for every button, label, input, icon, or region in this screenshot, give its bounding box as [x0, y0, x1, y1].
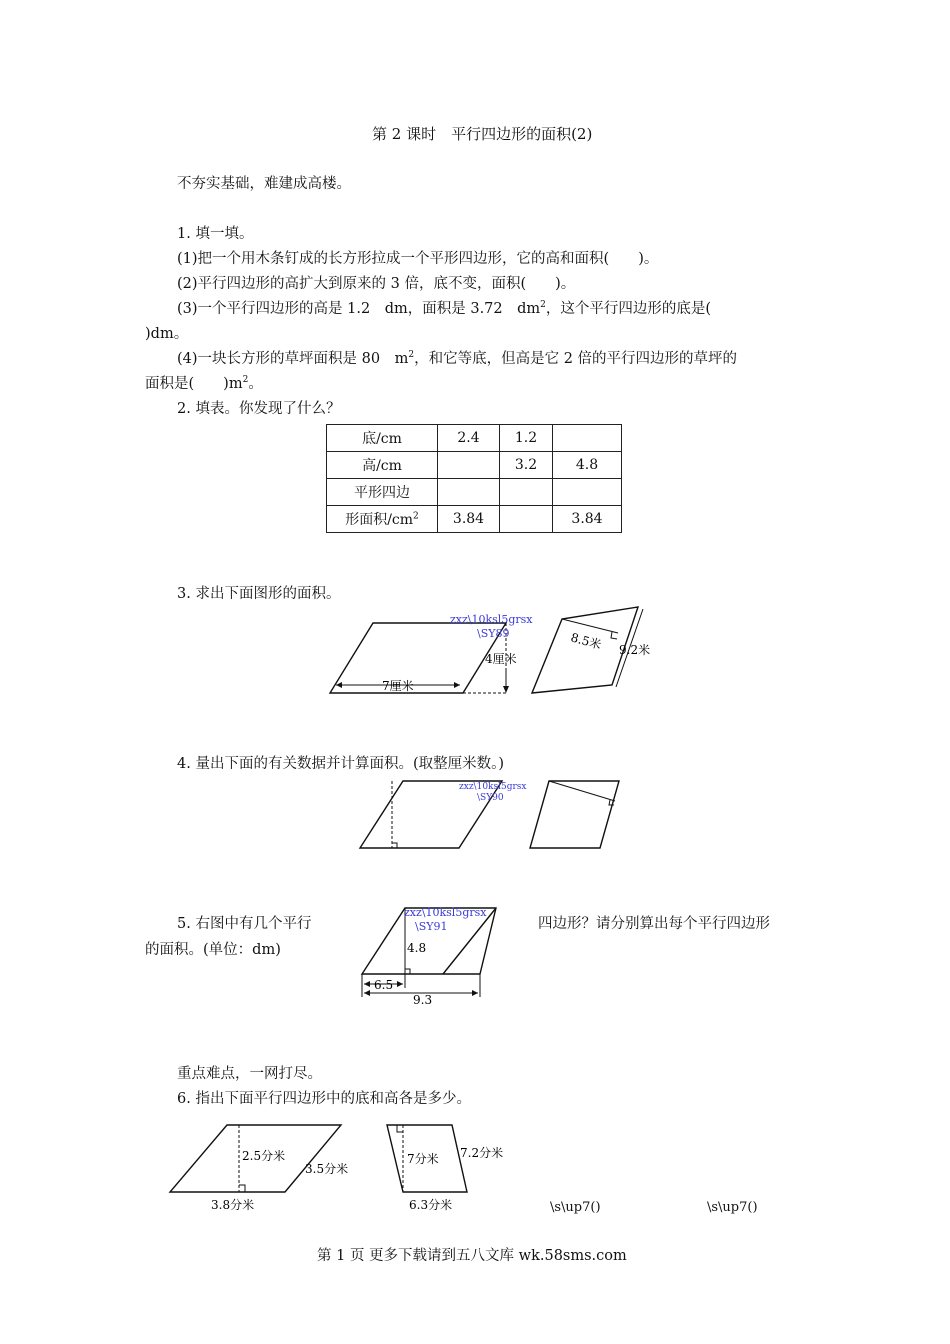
q3-base-label: 7厘米 [382, 679, 414, 693]
q5-text-left: 5. 右图中有几个平行 [177, 916, 312, 932]
q4-watermark-line1: zxz\10ksl5grsx [459, 782, 527, 792]
table-cell[interactable]: 3.2 [500, 452, 553, 479]
q5-parallelogram [362, 906, 496, 1007]
table-row [327, 506, 622, 533]
q6-f2-height-label: 7分米 [407, 1152, 439, 1166]
table-row [327, 452, 622, 479]
q4-watermark-line2: \SY90 [477, 793, 504, 803]
q6-f1-side-label: 3.5分米 [305, 1162, 349, 1176]
q3-side2-label: 9.2米 [619, 643, 651, 657]
q5-text-right: 四边形？请分别算出每个平行四边形 [538, 916, 770, 932]
q5-figure [357, 900, 502, 1005]
q3-watermark-line1: zxz\10ksl5grsx [450, 613, 533, 626]
table-cell[interactable] [553, 479, 622, 506]
q2-table [326, 424, 622, 533]
table-cell: 平形四边 [327, 479, 438, 506]
q5-base1-label: 6.5 [374, 978, 394, 992]
table-cell[interactable] [438, 452, 500, 479]
q5-base2-label: 9.3 [413, 993, 433, 1007]
q4-heading: 4. 量出下面的有关数据并计算面积。(取整厘米数。) [177, 756, 505, 772]
table-cell[interactable] [438, 479, 500, 506]
q6-parallelogram-right [387, 1125, 503, 1212]
q2-heading: 2. 填表。你发现了什么？ [177, 401, 341, 417]
q5-text-line2: 的面积。(单位：dm) [145, 942, 281, 958]
table-cell[interactable] [500, 479, 553, 506]
table-cell: 高/cm [327, 452, 438, 479]
page-footer: 第 1 页 更多下载请到五八文库 wk.58sms.com [317, 1248, 627, 1264]
table-row [327, 425, 622, 452]
section-heading-key-points: 重点难点，一网打尽。 [177, 1066, 322, 1082]
q3-heading: 3. 求出下面图形的面积。 [177, 586, 341, 602]
q1-item-3-cont: )dm。 [145, 326, 189, 342]
q5-height-label: 4.8 [407, 941, 427, 955]
table-cell[interactable]: 2.4 [438, 425, 500, 452]
table-cell[interactable] [500, 506, 553, 533]
table-cell: 形面积$/cm^2$ [327, 506, 438, 533]
q3-watermark-line2: \SY89 [477, 627, 510, 640]
q1-item-4: (4)一块长方形的草坪面积是 80 $m^2$，和它等底，但高是它 2 倍的平行四边形的草坪的 [177, 350, 738, 367]
q6-f1-height-label: 2.5分米 [242, 1149, 286, 1163]
q1-item-2: (2)平行四边形的高扩大到原来的 3 倍，底不变，面积( )。 [177, 276, 576, 292]
q3-figures [320, 605, 670, 700]
q6-f2-side-label: 7.2分米 [460, 1146, 504, 1160]
q1-item-3: (3)一个平行四边形的高是 1.2 dm，面积是 3.72 $dm^2$，这个平行四边形的底是( [177, 300, 712, 317]
q6-f2-base-label: 6.3分米 [409, 1198, 453, 1212]
table-cell[interactable]: 3.84 [553, 506, 622, 533]
q6-answer-field-2[interactable]: \s\up7() [707, 1200, 758, 1215]
page-title: 第 2 课时 平行四边形的面积(2) [372, 125, 593, 143]
q3-height-label: 4厘米 [485, 652, 517, 666]
section-heading-basics: 不夯实基础，难建成高楼。 [177, 176, 351, 192]
table-cell[interactable] [553, 425, 622, 452]
table-cell[interactable]: 1.2 [500, 425, 553, 452]
q6-f1-base-label: 3.8分米 [211, 1198, 255, 1212]
q1-heading: 1. 填一填。 [177, 226, 254, 242]
table-cell[interactable]: 3.84 [438, 506, 500, 533]
q4-parallelogram-left [360, 781, 526, 848]
q3-side1-label: 8.5米 [569, 630, 603, 652]
q5-watermark-line2: \SY91 [415, 920, 448, 933]
q1-item-4-cont: 面积是( )$m^2$。 [145, 375, 263, 392]
q5-watermark-line1: zxz\10ksl5grsx [404, 906, 487, 919]
table-row [327, 479, 622, 506]
table-cell[interactable]: 4.8 [553, 452, 622, 479]
q3-parallelogram [330, 613, 533, 693]
q6-answer-field-1[interactable]: \s\up7() [550, 1200, 601, 1215]
q4-figures [355, 775, 630, 855]
q3-trapezoid-shape [532, 607, 650, 693]
q6-heading: 6. 指出下面平行四边形中的底和高各是多少。 [177, 1091, 471, 1107]
q4-parallelogram-right [530, 781, 619, 848]
table-cell: 底/cm [327, 425, 438, 452]
q1-item-1: (1)把一个用木条钉成的长方形拉成一个平形四边形，它的高和面积( )。 [177, 251, 659, 267]
q6-parallelogram-left [170, 1125, 348, 1212]
q6-figures [165, 1115, 515, 1215]
